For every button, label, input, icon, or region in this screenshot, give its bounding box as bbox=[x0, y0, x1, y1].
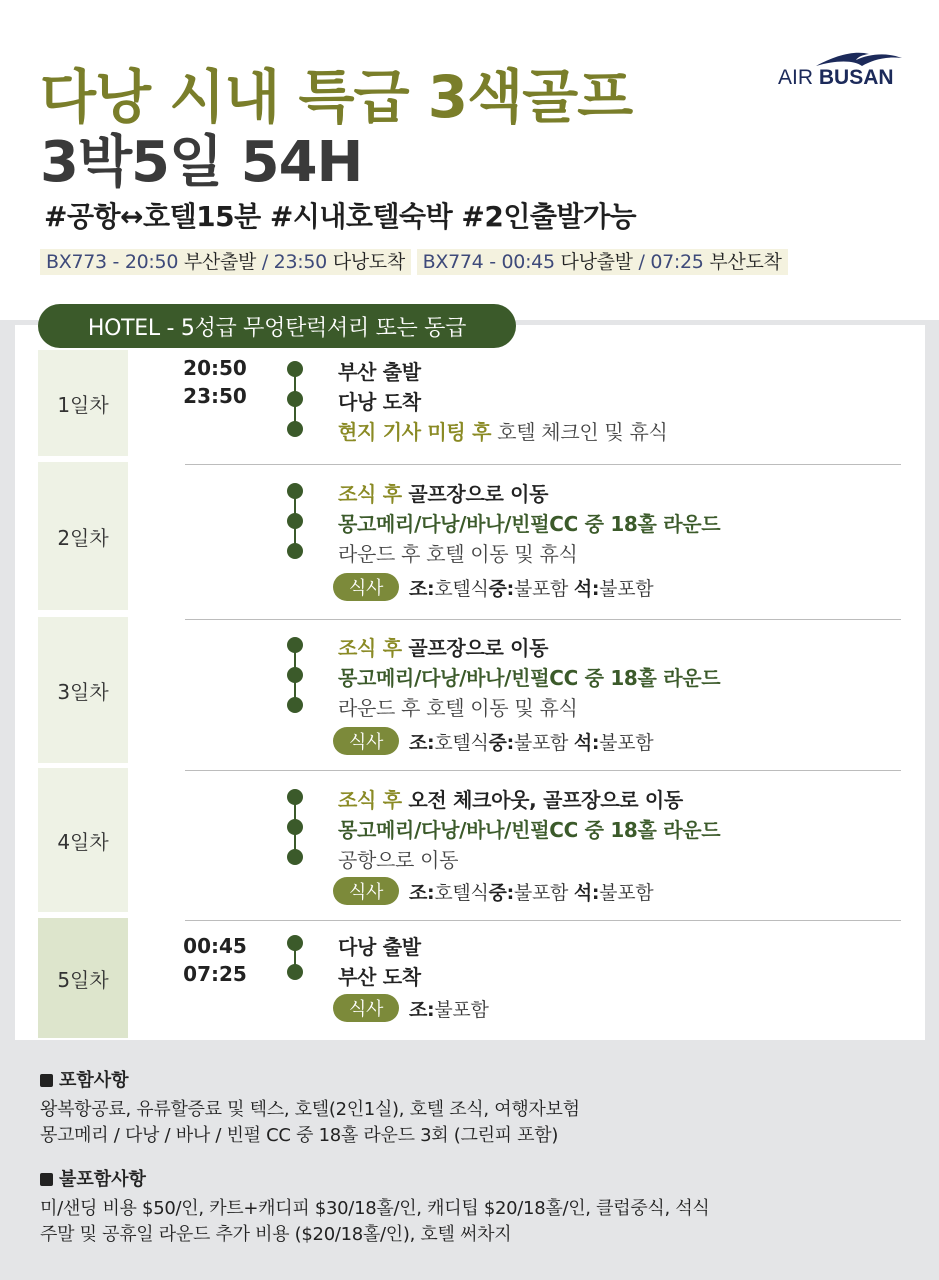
meal-dinner-label: 석: bbox=[573, 577, 600, 600]
day4-item-2: 몽고메리/다낭/바나/빈펄CC 중 18홀 라운드 bbox=[338, 818, 721, 842]
day5-time-2: 07:25 bbox=[183, 962, 247, 986]
day3-item-3: 라운드 후 호텔 이동 및 휴식 bbox=[338, 696, 578, 720]
timeline-dot bbox=[287, 361, 303, 377]
excluded-line-2: 주말 및 공휴일 라운드 추가 비용 ($20/18홀/인), 호텔 써차지 bbox=[40, 1224, 512, 1245]
day2-item-1-prefix: 조식 후 bbox=[338, 482, 402, 506]
timeline-dot bbox=[287, 421, 303, 437]
meal-dinner-label: 석: bbox=[573, 731, 600, 754]
flight-out-arr-time: / 23:50 bbox=[261, 251, 327, 273]
meal-lunch-label: 중: bbox=[488, 577, 514, 600]
day4-item-1 bbox=[338, 784, 683, 813]
flight-out-arr: 다낭도착 bbox=[332, 251, 405, 273]
meal-breakfast-value: 호텔식 bbox=[434, 881, 489, 904]
included-line-2: 몽고메리 / 다낭 / 바나 / 빈펄 CC 중 18홀 라운드 3회 (그린피 포함) bbox=[40, 1125, 559, 1146]
hashtags: #공항↔호텔15분 #시내호텔숙박 #2인출발가능 bbox=[44, 200, 637, 233]
flight-back-code: BX774 - 00:45 bbox=[422, 251, 555, 273]
day1-item-2: 다낭 도착 bbox=[338, 390, 421, 414]
day1-time-2: 23:50 bbox=[183, 384, 247, 408]
day2-item-1-text: 골프장으로 이동 bbox=[401, 482, 549, 506]
meal-lunch-value: 불포함 bbox=[513, 881, 569, 904]
day2-meal-row bbox=[333, 572, 653, 602]
flight-back-arr: 부산도착 bbox=[709, 251, 782, 273]
airbusan-logo bbox=[778, 48, 903, 90]
day3-item-1-prefix: 조식 후 bbox=[338, 636, 402, 660]
meal-breakfast-value: 불포함 bbox=[434, 998, 489, 1021]
day3-item-2: 몽고메리/다낭/바나/빈펄CC 중 18홀 라운드 bbox=[338, 666, 721, 690]
day5-meal-row bbox=[333, 993, 489, 1023]
included-line-1: 왕복항공료, 유류할증료 및 텍스, 호텔(2인1실), 호텔 조식, 여행자보험 bbox=[40, 1099, 580, 1120]
day5-item-2: 부산 도착 bbox=[338, 965, 421, 989]
day3-item-1-text: 골프장으로 이동 bbox=[401, 636, 549, 660]
day1-item-1: 부산 출발 bbox=[338, 360, 421, 384]
day4-meal-row bbox=[333, 876, 653, 906]
day1-time-1: 20:50 bbox=[183, 356, 247, 380]
day-label-4: 4일차 bbox=[38, 768, 128, 912]
timeline-dot bbox=[287, 849, 303, 865]
meal-lunch-value: 불포함 bbox=[513, 577, 569, 600]
meal-lunch-label: 중: bbox=[488, 731, 514, 754]
meal-dinner-value: 불포함 bbox=[599, 881, 654, 904]
square-bullet-icon bbox=[40, 1173, 53, 1186]
meal-breakfast-label: 조: bbox=[409, 998, 435, 1021]
flight-out bbox=[40, 249, 411, 275]
timeline-dot bbox=[287, 935, 303, 951]
meal-breakfast-value: 호텔식 bbox=[434, 731, 489, 754]
day4-item-3: 공항으로 이동 bbox=[338, 848, 459, 872]
day1-item-3-prefix: 현지 기사 미팅 후 bbox=[338, 420, 492, 444]
day1-times bbox=[180, 354, 250, 410]
meal-breakfast-label: 조: bbox=[409, 577, 435, 600]
day-label-1: 1일차 bbox=[38, 350, 128, 456]
day5-item-1: 다낭 출발 bbox=[338, 935, 421, 959]
day2-item-3: 라운드 후 호텔 이동 및 휴식 bbox=[338, 542, 578, 566]
day2-item-1 bbox=[338, 478, 548, 507]
timeline-dot bbox=[287, 483, 303, 499]
day2-item-2: 몽고메리/다낭/바나/빈펄CC 중 18홀 라운드 bbox=[338, 512, 721, 536]
day-separator bbox=[185, 920, 901, 921]
day-label-5: 5일차 bbox=[38, 918, 128, 1038]
meal-breakfast-label: 조: bbox=[409, 881, 435, 904]
meal-badge: 식사 bbox=[333, 573, 399, 601]
day-separator bbox=[185, 464, 901, 465]
square-bullet-icon bbox=[40, 1074, 53, 1087]
timeline-dot bbox=[287, 543, 303, 559]
flight-out-code: BX773 - 20:50 bbox=[46, 251, 179, 273]
flight-info bbox=[40, 247, 788, 274]
day-label-2: 2일차 bbox=[38, 462, 128, 610]
meal-dinner-value: 불포함 bbox=[599, 731, 654, 754]
meal-dinner-label: 석: bbox=[573, 881, 600, 904]
timeline-dot bbox=[287, 819, 303, 835]
meal-badge: 식사 bbox=[333, 877, 399, 905]
flight-back-dep: 다낭출발 bbox=[560, 251, 633, 273]
timeline-dot bbox=[287, 391, 303, 407]
timeline-dot bbox=[287, 964, 303, 980]
day-separator bbox=[185, 770, 901, 771]
page-subtitle: 3박5일 54H bbox=[40, 130, 363, 195]
hotel-pill: HOTEL - 5성급 무엉탄럭셔리 또는 동급 bbox=[38, 304, 516, 348]
timeline-dot bbox=[287, 513, 303, 529]
day-separator bbox=[185, 619, 901, 620]
timeline-dot bbox=[287, 697, 303, 713]
day4-item-1-prefix: 조식 후 bbox=[338, 788, 402, 812]
day3-meal-row bbox=[333, 726, 653, 756]
included-heading-text: 포함사항 bbox=[59, 1070, 129, 1091]
meal-lunch-label: 중: bbox=[488, 881, 514, 904]
flight-back-arr-time: / 07:25 bbox=[638, 251, 704, 273]
timeline-dot bbox=[287, 637, 303, 653]
day-label-3: 3일차 bbox=[38, 617, 128, 763]
page-title: 다낭 시내 특급 3색골프 bbox=[40, 63, 633, 131]
flight-out-dep: 부산출발 bbox=[183, 251, 257, 273]
day1-item-3 bbox=[338, 416, 668, 445]
meal-badge: 식사 bbox=[333, 994, 399, 1022]
timeline-dot bbox=[287, 667, 303, 683]
included-heading bbox=[40, 1066, 129, 1092]
day1-item-3-text: 호텔 체크인 및 휴식 bbox=[491, 420, 668, 444]
flight-back bbox=[417, 249, 788, 275]
excluded-heading bbox=[40, 1165, 146, 1191]
day5-time-1: 00:45 bbox=[183, 934, 247, 958]
day4-item-1-text: 오전 체크아웃, 골프장으로 이동 bbox=[401, 788, 683, 812]
meal-breakfast-value: 호텔식 bbox=[434, 577, 489, 600]
timeline-dot bbox=[287, 789, 303, 805]
meal-badge: 식사 bbox=[333, 727, 399, 755]
meal-dinner-value: 불포함 bbox=[599, 577, 654, 600]
meal-lunch-value: 불포함 bbox=[513, 731, 569, 754]
day3-item-1 bbox=[338, 632, 548, 661]
logo-text-air: AIR bbox=[778, 66, 814, 89]
day5-times bbox=[180, 932, 250, 988]
excluded-line-1: 미/샌딩 비용 $50/인, 카트+캐디피 $30/18홀/인, 캐디팁 $20/18홀/인, 클럽중식, 석식 bbox=[40, 1198, 710, 1219]
meal-breakfast-label: 조: bbox=[409, 731, 435, 754]
excluded-heading-text: 불포함사항 bbox=[59, 1169, 146, 1190]
logo-text-busan: BUSAN bbox=[818, 66, 894, 89]
